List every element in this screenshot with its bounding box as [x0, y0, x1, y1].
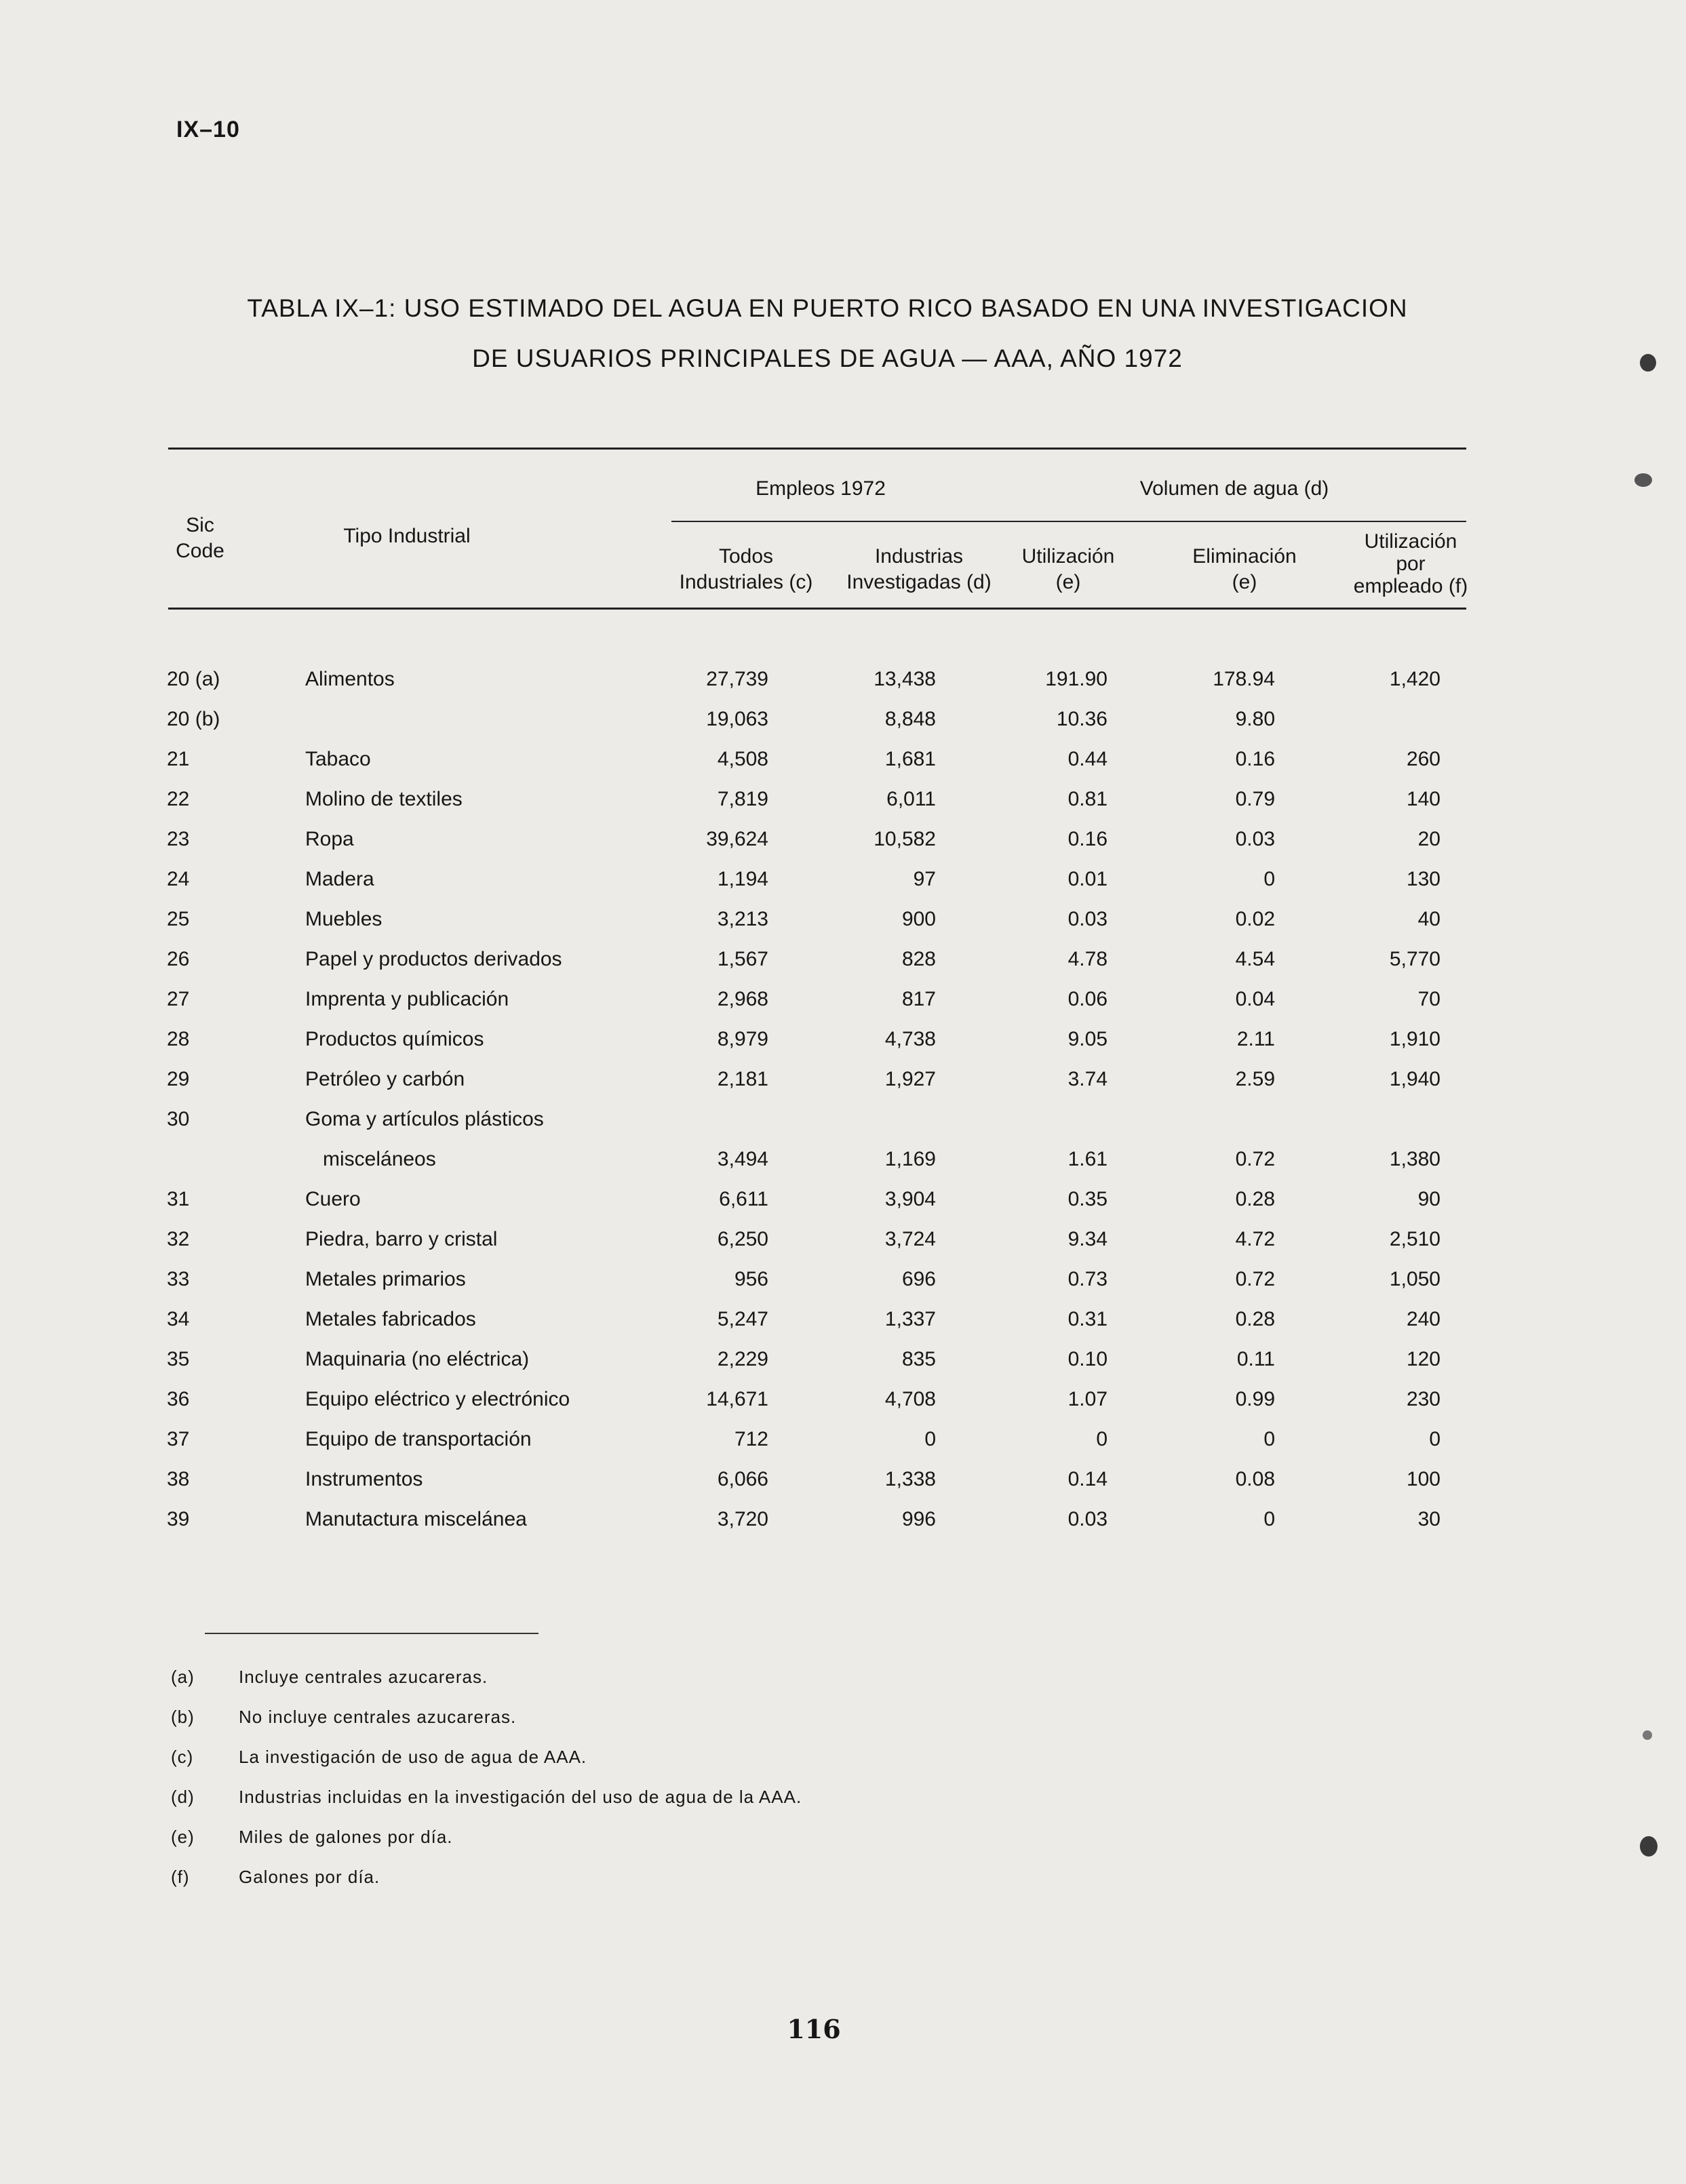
utilizacion-value: 191.90 — [1045, 668, 1107, 690]
tipo-industrial: Imprenta y publicación — [305, 988, 509, 1010]
utilizacion-value: 10.36 — [1056, 708, 1107, 730]
investigadas-header-line-1: Industrias — [874, 545, 964, 568]
utilizacion-value: 0.03 — [1067, 1508, 1107, 1530]
utilizacion-header — [997, 544, 1139, 595]
por-empleado-value: 1,050 — [1389, 1268, 1440, 1290]
eliminacion-value: 4.54 — [1235, 948, 1275, 970]
eliminacion-value: 0 — [1263, 1508, 1275, 1530]
todos-value: 6,250 — [717, 1228, 768, 1250]
investigadas-value: 13,438 — [874, 668, 936, 690]
eliminacion-value: 0.02 — [1235, 908, 1275, 930]
eliminacion-header-line-1: Eliminación — [1192, 545, 1297, 568]
tipo-industrial-cont: misceláneos — [323, 1148, 436, 1170]
eliminacion-value: 0.11 — [1236, 1348, 1275, 1370]
utilizacion-por-empleado-header — [1339, 530, 1482, 597]
footnote-key: (e) — [171, 1827, 195, 1847]
investigadas-value: 3,724 — [884, 1228, 936, 1250]
utilizacion-value: 3.74 — [1067, 1068, 1107, 1090]
utilizacion-header-line-1: Utilización — [1021, 545, 1115, 568]
binder-hole — [1640, 354, 1656, 372]
volumen-group-header: Volumen de agua (d) — [1139, 477, 1329, 500]
binder-hole — [1634, 473, 1652, 487]
sic-code: 23 — [167, 828, 190, 850]
por-empleado-value: 230 — [1406, 1388, 1440, 1410]
eliminacion-value: 178.94 — [1213, 668, 1275, 690]
sic-header-line-1: Sic — [186, 514, 214, 536]
page-number: 116 — [787, 2014, 841, 2044]
investigadas-value: 10,582 — [874, 828, 936, 850]
footnote-key: (c) — [171, 1747, 194, 1767]
footnote-key: (f) — [171, 1867, 190, 1887]
sic-code: 34 — [167, 1308, 190, 1330]
por-empleado-value: 2,510 — [1389, 1228, 1440, 1250]
todos-value: 3,494 — [717, 1148, 768, 1170]
investigadas-value: 696 — [901, 1268, 936, 1290]
tipo-industrial: Madera — [305, 868, 374, 890]
todos-value: 4,508 — [717, 748, 768, 770]
footnote-key: (b) — [171, 1707, 195, 1727]
todos-value: 39,624 — [706, 828, 768, 850]
sic-code: 31 — [167, 1188, 190, 1210]
investigadas-value: 6,011 — [886, 788, 936, 810]
sic-code: 38 — [167, 1468, 190, 1490]
todos-value: 2,229 — [717, 1348, 768, 1370]
por-empleado-value: 140 — [1406, 788, 1440, 810]
tipo-industrial: Alimentos — [305, 668, 395, 690]
investigadas-value: 4,708 — [884, 1388, 936, 1410]
sic-code-header — [156, 513, 244, 564]
todos-value: 27,739 — [706, 668, 768, 690]
utilizacion-value: 1.61 — [1067, 1148, 1107, 1170]
por-empleado-value: 20 — [1417, 828, 1440, 850]
todos-value: 1,567 — [717, 948, 768, 970]
sic-code: 22 — [167, 788, 190, 810]
investigadas-value: 0 — [924, 1428, 936, 1450]
tipo-industrial: Manutactura miscelánea — [305, 1508, 527, 1530]
investigadas-value: 1,338 — [884, 1468, 936, 1490]
investigadas-value: 828 — [901, 948, 936, 970]
eliminacion-value: 0.72 — [1235, 1148, 1275, 1170]
por-empleado-value: 40 — [1417, 908, 1440, 930]
sic-code: 36 — [167, 1388, 190, 1410]
sic-code: 25 — [167, 908, 190, 930]
industrias-investigadas-header — [827, 544, 1011, 595]
utilizacion-value: 0.31 — [1067, 1308, 1107, 1330]
top-rule — [168, 448, 1466, 450]
eliminacion-value: 0.28 — [1235, 1188, 1275, 1210]
utilizacion-value: 0.16 — [1067, 828, 1107, 850]
eliminacion-value: 0.04 — [1235, 988, 1275, 1010]
investigadas-value: 97 — [913, 868, 936, 890]
eliminacion-value: 0.72 — [1235, 1268, 1275, 1290]
tipo-industrial: Metales primarios — [305, 1268, 466, 1290]
tipo-industrial: Molino de textiles — [305, 788, 463, 810]
sic-code: 33 — [167, 1268, 190, 1290]
utilizacion-value: 9.34 — [1067, 1228, 1107, 1250]
sic-code: 39 — [167, 1508, 190, 1530]
eliminacion-value: 9.80 — [1235, 708, 1275, 730]
utilizacion-value: 1.07 — [1067, 1388, 1107, 1410]
tipo-industrial: Ropa — [305, 828, 354, 850]
page-label: IX–10 — [176, 117, 240, 142]
investigadas-value: 1,681 — [884, 748, 936, 770]
por-empleado-value: 240 — [1406, 1308, 1440, 1330]
todos-value: 6,066 — [717, 1468, 768, 1490]
todos-value: 14,671 — [706, 1388, 768, 1410]
porempleado-header-line-2: por — [1396, 553, 1426, 575]
binder-hole — [1640, 1836, 1658, 1857]
sic-header-line-2: Code — [176, 540, 224, 562]
tipo-industrial: Maquinaria (no eléctrica) — [305, 1348, 530, 1370]
por-empleado-value: 1,420 — [1389, 668, 1440, 690]
porempleado-header-line-3: empleado (f) — [1353, 575, 1468, 597]
utilizacion-value: 0 — [1096, 1428, 1107, 1450]
todos-industriales-header — [658, 544, 834, 595]
empleos-group-rule — [671, 521, 1466, 522]
footnote-text: Miles de galones por día. — [239, 1827, 453, 1847]
porempleado-header-line-1: Utilización — [1364, 530, 1457, 553]
investigadas-value: 1,169 — [884, 1148, 936, 1170]
todos-header-line-1: Todos — [718, 545, 774, 568]
todos-value: 7,819 — [717, 788, 768, 810]
utilizacion-value: 0.14 — [1067, 1468, 1107, 1490]
tipo-industrial: Tabaco — [305, 748, 371, 770]
todos-value: 3,213 — [717, 908, 768, 930]
utilizacion-value: 0.01 — [1067, 868, 1107, 890]
sic-code: 30 — [167, 1108, 190, 1130]
por-empleado-value: 1,380 — [1389, 1148, 1440, 1170]
header-bottom-rule — [168, 608, 1466, 610]
tipo-industrial: Productos químicos — [305, 1028, 484, 1050]
eliminacion-value: 0.03 — [1235, 828, 1275, 850]
todos-value: 6,611 — [719, 1188, 768, 1210]
sic-code: 27 — [167, 988, 190, 1010]
table-title-line-1: TABLA IX–1: USO ESTIMADO DEL AGUA EN PUERTO RICO BASADO EN UNA INVESTIGACION — [247, 294, 1408, 322]
eliminacion-value: 0.16 — [1235, 748, 1275, 770]
tipo-industrial-header: Tipo Industrial — [343, 525, 471, 547]
por-empleado-value: 100 — [1406, 1468, 1440, 1490]
utilizacion-header-line-2: (e) — [1055, 571, 1081, 593]
tipo-industrial: Muebles — [305, 908, 383, 930]
sic-code: 29 — [167, 1068, 190, 1090]
tipo-industrial: Petróleo y carbón — [305, 1068, 465, 1090]
footnote-text: No incluye centrales azucareras. — [239, 1707, 517, 1727]
investigadas-header-line-2: Investigadas (d) — [846, 571, 992, 593]
eliminacion-value: 0.79 — [1235, 788, 1275, 810]
sic-code: 28 — [167, 1028, 190, 1050]
todos-header-line-2: Industriales (c) — [679, 571, 813, 593]
sic-code: 21 — [167, 748, 190, 770]
por-empleado-value: 5,770 — [1389, 948, 1440, 970]
investigadas-value: 900 — [901, 908, 936, 930]
utilizacion-value: 9.05 — [1067, 1028, 1107, 1050]
utilizacion-value: 0.73 — [1067, 1268, 1107, 1290]
investigadas-value: 4,738 — [884, 1028, 936, 1050]
todos-value: 2,181 — [717, 1068, 768, 1090]
investigadas-value: 3,904 — [884, 1188, 936, 1210]
todos-value: 3,720 — [717, 1508, 768, 1530]
eliminacion-value: 0.08 — [1235, 1468, 1275, 1490]
utilizacion-value: 0.81 — [1067, 788, 1107, 810]
investigadas-value: 8,848 — [884, 708, 936, 730]
utilizacion-value: 0.03 — [1067, 908, 1107, 930]
table-title-line-2: DE USUARIOS PRINCIPALES DE AGUA — AAA, AÑO 1972 — [472, 344, 1183, 372]
todos-value: 1,194 — [717, 868, 768, 890]
por-empleado-value: 1,910 — [1389, 1028, 1440, 1050]
tipo-industrial: Cuero — [305, 1188, 361, 1210]
footnote-text: Industrias incluidas en la investigación del uso de agua de la AAA. — [239, 1787, 802, 1807]
sic-code: 24 — [167, 868, 190, 890]
tipo-industrial: Metales fabricados — [305, 1308, 476, 1330]
footnote-text: La investigación de uso de agua de AAA. — [239, 1747, 587, 1767]
tipo-industrial: Papel y productos derivados — [305, 948, 562, 970]
footnote-text: Galones por día. — [239, 1867, 380, 1887]
footnote-key: (d) — [171, 1787, 195, 1807]
sic-code: 20 (a) — [167, 668, 220, 690]
utilizacion-value: 0.06 — [1067, 988, 1107, 1010]
footnote-key: (a) — [171, 1667, 195, 1687]
todos-value: 8,979 — [717, 1028, 768, 1050]
todos-value: 2,968 — [717, 988, 768, 1010]
binder-hole — [1643, 1730, 1652, 1740]
investigadas-value: 996 — [901, 1508, 936, 1530]
sic-code: 35 — [167, 1348, 190, 1370]
investigadas-value: 1,927 — [884, 1068, 936, 1090]
por-empleado-value: 90 — [1417, 1188, 1440, 1210]
eliminacion-header-line-2: (e) — [1232, 571, 1257, 593]
por-empleado-value: 0 — [1429, 1428, 1440, 1450]
utilizacion-value: 0.44 — [1067, 748, 1107, 770]
eliminacion-header — [1170, 544, 1319, 595]
todos-value: 956 — [734, 1268, 768, 1290]
utilizacion-value: 4.78 — [1067, 948, 1107, 970]
por-empleado-value: 30 — [1417, 1508, 1440, 1530]
por-empleado-value: 130 — [1406, 868, 1440, 890]
eliminacion-value: 0 — [1263, 1428, 1275, 1450]
footnote-text: Incluye centrales azucareras. — [239, 1667, 488, 1687]
tipo-industrial: Instrumentos — [305, 1468, 423, 1490]
tipo-industrial: Goma y artículos plásticos — [305, 1108, 544, 1130]
por-empleado-value: 1,940 — [1389, 1068, 1440, 1090]
por-empleado-value: 120 — [1406, 1348, 1440, 1370]
todos-value: 5,247 — [717, 1308, 768, 1330]
sic-code: 37 — [167, 1428, 190, 1450]
sic-code: 26 — [167, 948, 190, 970]
utilizacion-value: 0.35 — [1067, 1188, 1107, 1210]
investigadas-value: 1,337 — [884, 1308, 936, 1330]
utilizacion-value: 0.10 — [1067, 1348, 1107, 1370]
tipo-industrial: Piedra, barro y cristal — [305, 1228, 498, 1250]
eliminacion-value: 0 — [1263, 868, 1275, 890]
eliminacion-value: 2.59 — [1235, 1068, 1275, 1090]
eliminacion-value: 0.99 — [1235, 1388, 1275, 1410]
sic-code: 32 — [167, 1228, 190, 1250]
footnote-rule — [205, 1633, 538, 1634]
todos-value: 19,063 — [706, 708, 768, 730]
investigadas-value: 817 — [901, 988, 936, 1010]
sic-code: 20 (b) — [167, 708, 220, 730]
empleos-group-header: Empleos 1972 — [756, 477, 886, 500]
eliminacion-value: 0.28 — [1235, 1308, 1275, 1330]
por-empleado-value: 260 — [1406, 748, 1440, 770]
eliminacion-value: 4.72 — [1235, 1228, 1275, 1250]
todos-value: 712 — [734, 1428, 768, 1450]
tipo-industrial: Equipo eléctrico y electrónico — [305, 1388, 570, 1410]
por-empleado-value: 70 — [1417, 988, 1440, 1010]
investigadas-value: 835 — [901, 1348, 936, 1370]
tipo-industrial: Equipo de transportación — [305, 1428, 532, 1450]
eliminacion-value: 2.11 — [1236, 1028, 1275, 1050]
